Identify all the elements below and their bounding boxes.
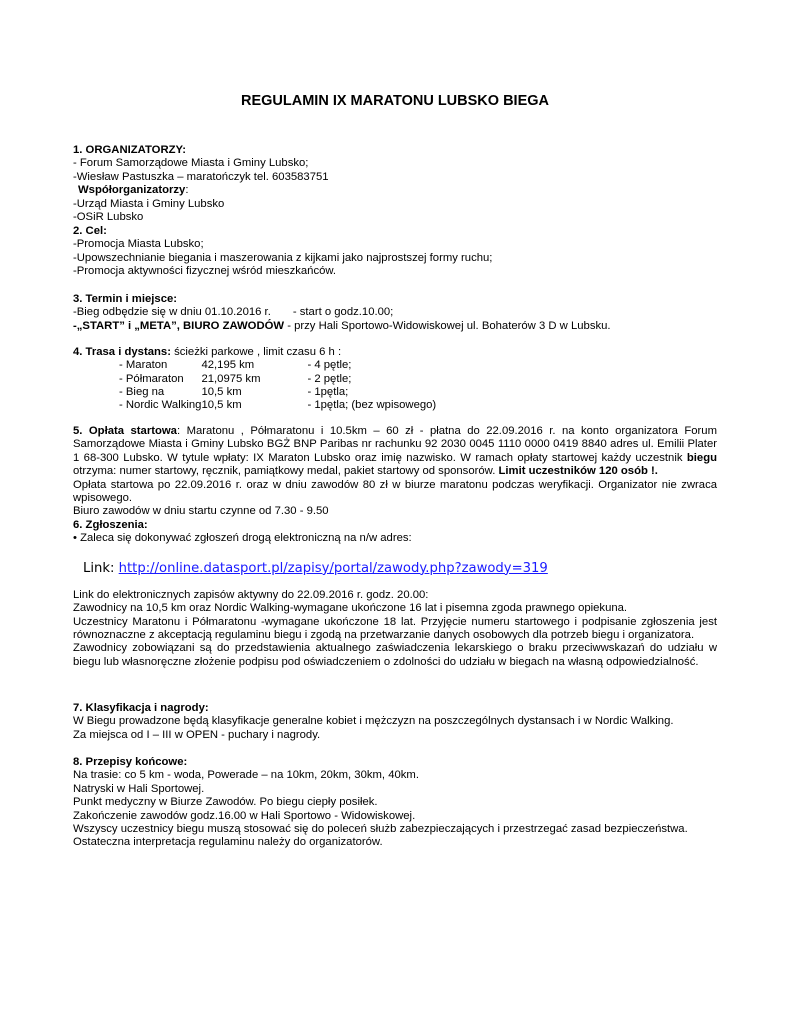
link-note: Link do elektronicznych zapisów aktywny do 22.09.2016 r. godz. 20.00: bbox=[73, 588, 429, 601]
section-heading: 6. Zgłoszenia: bbox=[73, 519, 148, 531]
table-row bbox=[119, 399, 436, 412]
list-item: Wszyscy uczestnicy biegu muszą stosować się do poleceń służb zabezpieczających i przestrzegać zasad bezpieczeństwa. bbox=[73, 823, 688, 836]
late-fee-paragraph: Opłata startowa po 22.09.2016 r. oraz w dniu zawodów 80 zł w biurze maratonu podczas weryfikacji. Organizator nie zwraca wpisowego. bbox=[73, 478, 717, 505]
distance-laps: - 4 pętle; bbox=[307, 359, 352, 372]
fee-text-cont: otrzyma: numer startowy, ręcznik, pamiątkowy medal, pakiet startowy od sponsorów. bbox=[73, 465, 499, 478]
list-item: Na trasie: co 5 km - woda, Powerade – na 10km, 20km, 30km, 40km. bbox=[73, 769, 419, 782]
table-row bbox=[119, 386, 436, 399]
distance-name: - Maraton bbox=[119, 359, 168, 372]
distance-laps: - 2 pętle; bbox=[307, 372, 352, 385]
section-organizers bbox=[73, 144, 717, 224]
distance-name: - Półmaraton bbox=[119, 372, 184, 385]
co-organizers-label: Współorganizatorzy bbox=[78, 184, 186, 197]
list-item: -OSiR Lubsko bbox=[73, 211, 144, 224]
fee-text: : Maratonu , Półmaratonu i 10.5km – 60 zł - płatna do 22.09.2016 r. na konto organizatora Forum Samorządowe Miasta i Gminy Lubsko BGŻ BNP Paribas nr rachunku 92 2030 0045 1110 0000 0419 8840 adres ul. Emilii Plater 1 68-300 Lubsko. W tytule wpłaty: IX Maraton Lubsko oraz imię nazwisko. W ramach opłaty startowej każdy uczestnik bbox=[73, 425, 718, 464]
section-heading: 7. Klasyfikacja i nagrody: bbox=[73, 702, 209, 714]
office-hours: Biuro zawodów w dniu startu czynne od 7.30 - 9.50 bbox=[73, 505, 329, 518]
fee-bold-word: biegu bbox=[686, 451, 717, 464]
list-item: - Forum Samorządowe Miasta i Gminy Lubsko; bbox=[73, 157, 309, 170]
section-date-place bbox=[73, 293, 717, 333]
registration-link[interactable]: http://online.datasport.pl/zapisy/portal/zawody.php?zawody=319 bbox=[118, 560, 548, 576]
distance-name: - Bieg na bbox=[119, 385, 165, 398]
distance-km: 42,195 km bbox=[201, 359, 255, 372]
distance-km: 10,5 km bbox=[201, 399, 242, 412]
section-heading: 8. Przepisy końcowe: bbox=[73, 756, 188, 768]
list-item: -Promocja aktywności fizycznej wśród mieszkańców. bbox=[73, 265, 337, 278]
list-item: W Biegu prowadzone będą klasyfikacje generalne kobiet i mężczyzn na poszczególnych dystansach i w Nordic Walking. bbox=[73, 715, 674, 728]
section-goal bbox=[73, 225, 717, 279]
co-organizers-heading bbox=[73, 184, 717, 197]
list-item: -Promocja Miasta Lubsko; bbox=[73, 238, 204, 251]
date-text: -Bieg odbędzie się w dniu 01.10.2016 r. bbox=[73, 306, 271, 319]
list-item: • Zaleca się dokonywać zgłoszeń drogą elektroniczną na n/w adres: bbox=[73, 532, 412, 545]
table-row bbox=[119, 373, 436, 386]
distance-km: 21,0975 km bbox=[201, 372, 261, 385]
place-text: - przy Hali Sportowo-Widowiskowej ul. Bohaterów 3 D w Lubsku. bbox=[284, 319, 611, 332]
participants-paragraph: Uczestnicy Maratonu i Półmaratonu -wymagane ukończone 18 lat. Przyjęcie numeru startowego i podpisanie zgłoszenia jest równoznaczne z akceptacją regulaminu biegu i zgodą na przetwarzanie danych osobowych dla potrzeb biegu i organizatora. bbox=[73, 615, 717, 642]
date-line bbox=[73, 306, 717, 319]
participant-limit: Limit uczestników 120 osób !. bbox=[498, 465, 658, 478]
section-heading: 4. Trasa i dystans: bbox=[73, 346, 171, 358]
list-item: Ostateczna interpretacja regulaminu należy do organizatorów. bbox=[73, 836, 383, 849]
distance-name: - Nordic Walking bbox=[119, 399, 202, 412]
age-note: Zawodnicy na 10,5 km oraz Nordic Walking-wymagane ukończone 16 lat i pisemna zgoda prawnego opiekuna. bbox=[73, 602, 628, 615]
section-route bbox=[73, 346, 717, 412]
section-heading: 3. Termin i miejsce: bbox=[73, 293, 178, 305]
route-description: ścieżki parkowe , limit czasu 6 h : bbox=[170, 346, 342, 358]
section-final-provisions bbox=[73, 756, 717, 850]
distance-laps: - 1pętla; bbox=[307, 385, 349, 398]
co-organizers-colon: : bbox=[185, 184, 189, 197]
section-fee bbox=[73, 425, 717, 519]
start-finish-office: -„START” i „META”, BIURO ZAWODÓW bbox=[73, 319, 285, 332]
list-item: Punkt medyczny w Biurze Zawodów. Po biegu ciepły posiłek. bbox=[73, 796, 378, 809]
page-title: REGULAMIN IX MARATONU LUBSKO BIEGA bbox=[241, 93, 549, 109]
section-heading: 2. Cel: bbox=[73, 225, 107, 237]
route-heading-line bbox=[73, 346, 717, 359]
list-item: -Wiesław Pastuszka – maratończyk tel. 603583751 bbox=[73, 170, 329, 183]
link-label: Link: bbox=[83, 560, 119, 576]
section-registration bbox=[73, 519, 717, 669]
section-heading: 5. Opłata startowa bbox=[73, 425, 177, 437]
distance-km: 10,5 km bbox=[201, 385, 242, 398]
list-item: Za miejsca od I – III w OPEN - puchary i nagrody. bbox=[73, 728, 321, 741]
place-line bbox=[73, 320, 717, 333]
list-item: Zakończenie zawodów godz.16.00 w Hali Sportowo - Widowiskowej. bbox=[73, 809, 416, 822]
registration-link-line bbox=[73, 560, 717, 577]
list-item: -Upowszechnianie biegania i maszerowania z kijkami jako najprostszej formy ruchu; bbox=[73, 251, 493, 264]
table-row bbox=[119, 359, 436, 372]
section-heading: 1. ORGANIZATORZY: bbox=[73, 144, 186, 156]
list-item: Natryski w Hali Sportowej. bbox=[73, 782, 205, 795]
distance-laps: - 1pętla; (bez wpisowego) bbox=[307, 399, 437, 412]
fee-paragraph bbox=[73, 425, 717, 479]
medical-paragraph: Zawodnicy zobowiązani są do przedstawienia aktualnego zaświadczenia lekarskiego o braku przeciwwskazań do udziału w biegu lub własnoręczne złożenie podpisu pod oświadczeniem o zdolności do udziału w biegach na własną odpowiedzialność. bbox=[73, 642, 717, 668]
section-classification bbox=[73, 702, 717, 742]
list-item: -Urząd Miasta i Gminy Lubsko bbox=[73, 197, 225, 210]
start-time: - start o godz.10.00; bbox=[292, 306, 394, 319]
distance-table bbox=[119, 359, 436, 412]
